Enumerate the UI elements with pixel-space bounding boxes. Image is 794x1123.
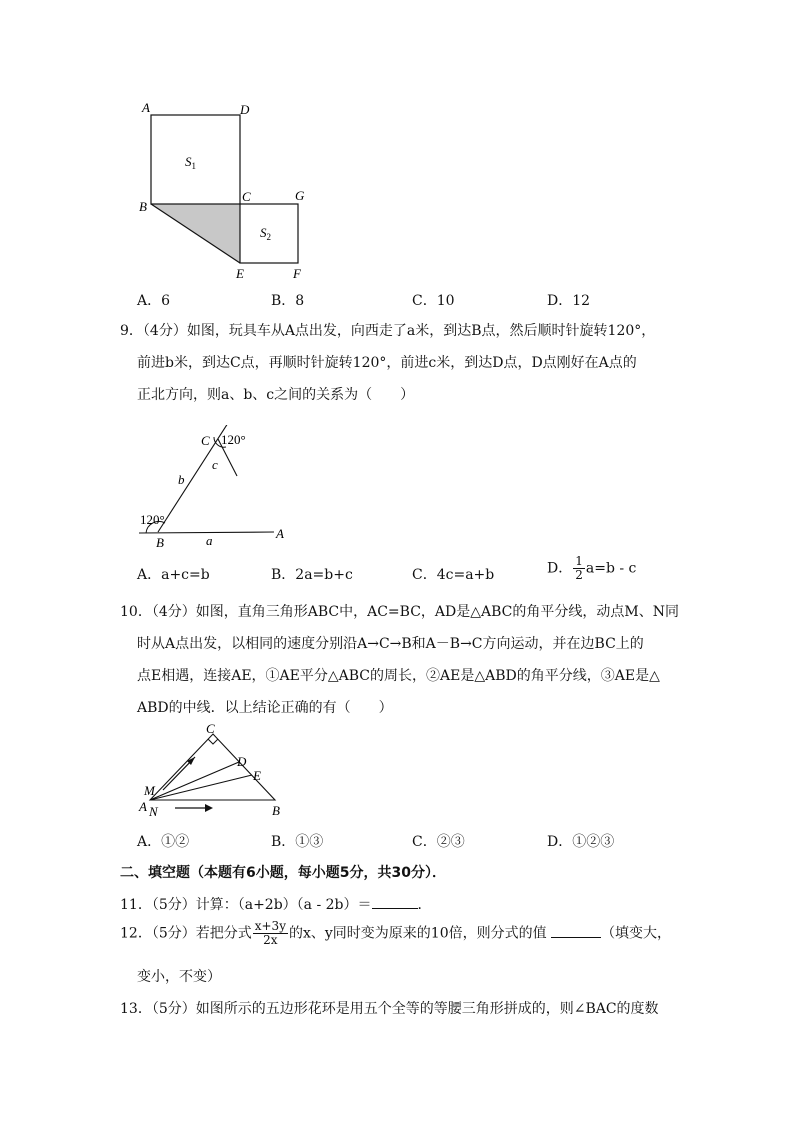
label-e: E [236, 266, 244, 281]
q8-option-d: D．12 [547, 293, 591, 309]
q9-line-1: 9．（4分）如图，玩具车从A点出发，向西走了a米，到达B点，然后顺时针旋转120°， [120, 323, 656, 339]
q10-option-a: A．①② [137, 834, 190, 850]
q8-option-c: C．10 [412, 293, 455, 309]
label-a: A [142, 100, 150, 115]
q12-answer-blank[interactable] [551, 925, 601, 938]
q10-option-d: D．①②③ [547, 834, 615, 850]
figure-right-triangle [135, 722, 295, 820]
q8-option-a: A．6 [137, 293, 171, 309]
label-f: F [293, 266, 301, 281]
label-a: A [139, 799, 147, 814]
q12-line-2: 变小，不变） [137, 969, 221, 985]
q12-line-1: 12．（5分）若把分式 $\frac{x+3y}{2x}$ 的x、y同时变为原来的10倍，则分式的值 （填变大， [120, 919, 672, 947]
q10-line-2: 时从A点出发，以相同的速度分别沿A→C→B和A－B→C方向运动，并在边BC上的 [137, 636, 644, 652]
section-2-heading: 二、填空题（本题有6小题，每小题5分，共30分）． [120, 865, 446, 881]
label-b-side: b [178, 472, 185, 487]
right-angle-mark [208, 739, 218, 744]
square-s1 [151, 115, 240, 204]
label-angle-top: 120° [221, 432, 246, 447]
label-c: C [206, 722, 215, 736]
q10-line-4: ABD的中线．以上结论正确的有（ ） [137, 700, 393, 716]
q9-option-c: C．4c=a+b [412, 567, 495, 583]
q9-option-b: B．2a=b+c [271, 567, 353, 583]
arrowhead-n [205, 804, 213, 812]
q9-option-d: D． $\frac{1}{2}$ a=b - c [547, 554, 637, 582]
fraction-half: $\frac{1}{2}$ [575, 554, 583, 582]
label-c-side: c [212, 457, 218, 472]
label-c: C [242, 189, 251, 204]
label-d: D [240, 102, 250, 117]
label-s1: $S_1$ [185, 154, 196, 171]
label-e: E [253, 768, 261, 783]
label-b: B [156, 535, 164, 550]
q9-line-3: 正北方向，则a、b、c之间的关系为（ ） [137, 387, 415, 403]
label-a: A [276, 526, 284, 541]
label-n: N [149, 804, 158, 819]
q10-line-3: 点E相遇，连接AE，①AE平分△ABC的周长，②AE是△ABD的角平分线，③AE是△ [137, 668, 660, 684]
label-angle-bottom: 120° [140, 512, 165, 527]
q10-option-b: B．①③ [271, 834, 324, 850]
q10-line-1: 10．（4分）如图，直角三角形ABC中，AC=BC，AD是△ABC的角平分线，动点M、N同 [120, 604, 679, 620]
label-b: B [139, 199, 147, 214]
label-s2: $S_2$ [260, 225, 271, 242]
label-m: M [144, 783, 155, 798]
q11-answer-blank[interactable] [372, 896, 418, 909]
segment-bc [158, 425, 228, 532]
q11-line: 11．（5分）计算：（a+2b）（a - 2b）＝ ． [120, 897, 432, 913]
q9-option-a: A．a+c=b [137, 567, 210, 583]
q9-line-2: 前进b米，到达C点，再顺时针旋转120°，前进c米，到达D点，D点刚好在A点的 [137, 355, 637, 371]
figure-toy-car-path [132, 425, 302, 550]
q13-line-1: 13．（5分）如图所示的五边形花环是用五个全等的等腰三角形拼成的，则∠BAC的度数 [120, 1001, 659, 1017]
label-g: G [295, 188, 305, 203]
q10-option-c: C．②③ [412, 834, 465, 850]
label-d: D [237, 754, 247, 769]
q8-option-b: B．8 [271, 293, 305, 309]
fraction-x3y-2x: $\frac{x+3y}{2x}$ [254, 919, 286, 947]
label-c: C [201, 433, 210, 448]
figure-squares [130, 96, 320, 286]
label-a-side: a [206, 533, 213, 548]
label-b: B [272, 803, 280, 818]
